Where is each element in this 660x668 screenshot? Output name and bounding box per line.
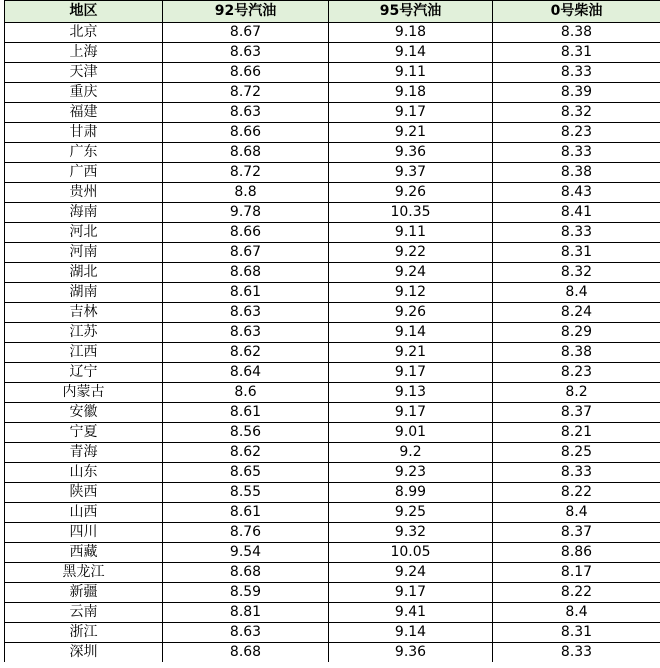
fuel-price-table [4,0,660,662]
cell-gasoline-95: 9.17 [329,363,493,383]
cell-region: 江苏 [5,323,163,343]
cell-diesel-0: 8.25 [493,443,660,463]
cell-diesel-0: 8.37 [493,403,660,423]
cell-gasoline-95: 9.14 [329,323,493,343]
table-row [5,543,660,563]
cell-region: 山东 [5,463,163,483]
cell-gasoline-95: 9.18 [329,83,493,103]
cell-diesel-0: 8.38 [493,23,660,43]
cell-diesel-0: 8.32 [493,263,660,283]
table-row [5,123,660,143]
cell-diesel-0: 8.2 [493,383,660,403]
cell-diesel-0: 8.22 [493,583,660,603]
cell-gasoline-92: 8.68 [163,143,329,163]
table-row [5,83,660,103]
table-row [5,243,660,263]
cell-diesel-0: 8.31 [493,623,660,643]
table-body [5,23,660,663]
cell-gasoline-95: 9.26 [329,183,493,203]
cell-gasoline-92: 8.61 [163,503,329,523]
cell-gasoline-95: 9.17 [329,403,493,423]
cell-region: 甘肃 [5,123,163,143]
cell-gasoline-92: 8.61 [163,403,329,423]
cell-gasoline-92: 8.62 [163,443,329,463]
table-row [5,603,660,623]
cell-gasoline-92: 8.63 [163,103,329,123]
table-row [5,143,660,163]
cell-region: 四川 [5,523,163,543]
cell-diesel-0: 8.4 [493,603,660,623]
cell-gasoline-95: 9.32 [329,523,493,543]
table-row [5,583,660,603]
cell-gasoline-95: 9.14 [329,43,493,63]
cell-gasoline-95: 9.24 [329,563,493,583]
table-row [5,403,660,423]
cell-gasoline-95: 9.25 [329,503,493,523]
cell-gasoline-92: 8.72 [163,83,329,103]
cell-gasoline-92: 8.68 [163,643,329,663]
cell-diesel-0: 8.33 [493,63,660,83]
cell-gasoline-95: 9.13 [329,383,493,403]
cell-gasoline-95: 9.26 [329,303,493,323]
table-row [5,263,660,283]
cell-gasoline-92: 8.81 [163,603,329,623]
cell-gasoline-92: 8.67 [163,243,329,263]
cell-diesel-0: 8.38 [493,163,660,183]
table-row [5,163,660,183]
cell-region: 宁夏 [5,423,163,443]
cell-gasoline-95: 9.21 [329,343,493,363]
cell-gasoline-92: 8.76 [163,523,329,543]
cell-gasoline-92: 8.66 [163,223,329,243]
table-row [5,183,660,203]
cell-gasoline-95: 9.36 [329,143,493,163]
cell-region: 辽宁 [5,363,163,383]
table-row [5,203,660,223]
table-row [5,223,660,243]
cell-diesel-0: 8.39 [493,83,660,103]
cell-region: 重庆 [5,83,163,103]
cell-region: 贵州 [5,183,163,203]
table-row [5,323,660,343]
cell-gasoline-95: 9.24 [329,263,493,283]
cell-region: 湖北 [5,263,163,283]
cell-diesel-0: 8.23 [493,123,660,143]
cell-diesel-0: 8.29 [493,323,660,343]
cell-gasoline-92: 8.68 [163,263,329,283]
cell-diesel-0: 8.24 [493,303,660,323]
cell-gasoline-95: 8.99 [329,483,493,503]
table-row [5,63,660,83]
cell-gasoline-92: 8.56 [163,423,329,443]
cell-region: 河北 [5,223,163,243]
cell-region: 内蒙古 [5,383,163,403]
cell-diesel-0: 8.17 [493,563,660,583]
cell-diesel-0: 8.43 [493,183,660,203]
cell-diesel-0: 8.23 [493,363,660,383]
header-gasoline-95: 95号汽油 [329,1,493,23]
cell-diesel-0: 8.33 [493,143,660,163]
cell-gasoline-92: 8.65 [163,463,329,483]
cell-region: 陕西 [5,483,163,503]
cell-region: 西藏 [5,543,163,563]
header-row [5,1,660,23]
cell-diesel-0: 8.33 [493,463,660,483]
table-row [5,623,660,643]
cell-gasoline-92: 8.63 [163,303,329,323]
cell-region: 北京 [5,23,163,43]
cell-gasoline-95: 9.11 [329,223,493,243]
cell-gasoline-92: 8.6 [163,383,329,403]
table-row [5,343,660,363]
table-row [5,363,660,383]
cell-region: 上海 [5,43,163,63]
cell-diesel-0: 8.41 [493,203,660,223]
cell-diesel-0: 8.33 [493,223,660,243]
cell-gasoline-95: 9.12 [329,283,493,303]
cell-gasoline-92: 8.59 [163,583,329,603]
cell-gasoline-92: 8.68 [163,563,329,583]
table-row [5,443,660,463]
header-gasoline-92: 92号汽油 [163,1,329,23]
cell-gasoline-95: 10.35 [329,203,493,223]
cell-gasoline-92: 8.55 [163,483,329,503]
cell-region: 海南 [5,203,163,223]
table-row [5,483,660,503]
table-row [5,643,660,663]
cell-gasoline-92: 8.63 [163,43,329,63]
cell-region: 云南 [5,603,163,623]
cell-gasoline-92: 8.64 [163,363,329,383]
cell-region: 安徽 [5,403,163,423]
table-row [5,523,660,543]
cell-region: 广西 [5,163,163,183]
cell-gasoline-95: 9.41 [329,603,493,623]
cell-region: 福建 [5,103,163,123]
cell-diesel-0: 8.4 [493,503,660,523]
cell-gasoline-95: 9.2 [329,443,493,463]
cell-gasoline-92: 8.63 [163,323,329,343]
cell-region: 江西 [5,343,163,363]
cell-diesel-0: 8.22 [493,483,660,503]
cell-gasoline-95: 9.22 [329,243,493,263]
cell-region: 广东 [5,143,163,163]
cell-region: 深圳 [5,643,163,663]
cell-gasoline-95: 9.11 [329,63,493,83]
cell-diesel-0: 8.31 [493,243,660,263]
table-row [5,43,660,63]
cell-diesel-0: 8.4 [493,283,660,303]
table-row [5,383,660,403]
cell-gasoline-92: 9.54 [163,543,329,563]
cell-gasoline-92: 8.63 [163,623,329,643]
cell-diesel-0: 8.33 [493,643,660,663]
cell-gasoline-95: 9.21 [329,123,493,143]
cell-gasoline-95: 9.17 [329,103,493,123]
table-row [5,103,660,123]
table-row [5,303,660,323]
cell-gasoline-92: 9.78 [163,203,329,223]
cell-region: 黑龙江 [5,563,163,583]
cell-diesel-0: 8.21 [493,423,660,443]
cell-diesel-0: 8.31 [493,43,660,63]
cell-gasoline-92: 8.66 [163,63,329,83]
table-row [5,23,660,43]
cell-gasoline-95: 9.36 [329,643,493,663]
cell-region: 新疆 [5,583,163,603]
cell-region: 湖南 [5,283,163,303]
table-row [5,563,660,583]
cell-gasoline-92: 8.62 [163,343,329,363]
cell-gasoline-92: 8.72 [163,163,329,183]
cell-gasoline-95: 9.23 [329,463,493,483]
header-diesel-0: 0号柴油 [493,1,660,23]
table-row [5,463,660,483]
cell-diesel-0: 8.32 [493,103,660,123]
table-row [5,283,660,303]
table-row [5,503,660,523]
cell-region: 天津 [5,63,163,83]
cell-gasoline-92: 8.66 [163,123,329,143]
cell-region: 青海 [5,443,163,463]
cell-gasoline-95: 9.18 [329,23,493,43]
cell-gasoline-95: 9.37 [329,163,493,183]
cell-region: 吉林 [5,303,163,323]
cell-region: 河南 [5,243,163,263]
cell-region: 浙江 [5,623,163,643]
table-row [5,423,660,443]
cell-gasoline-95: 9.14 [329,623,493,643]
cell-gasoline-92: 8.61 [163,283,329,303]
cell-diesel-0: 8.38 [493,343,660,363]
cell-region: 山西 [5,503,163,523]
cell-gasoline-95: 9.01 [329,423,493,443]
header-region: 地区 [5,1,163,23]
cell-gasoline-92: 8.67 [163,23,329,43]
cell-diesel-0: 8.37 [493,523,660,543]
cell-gasoline-95: 9.17 [329,583,493,603]
cell-gasoline-95: 10.05 [329,543,493,563]
cell-gasoline-92: 8.8 [163,183,329,203]
cell-diesel-0: 8.86 [493,543,660,563]
